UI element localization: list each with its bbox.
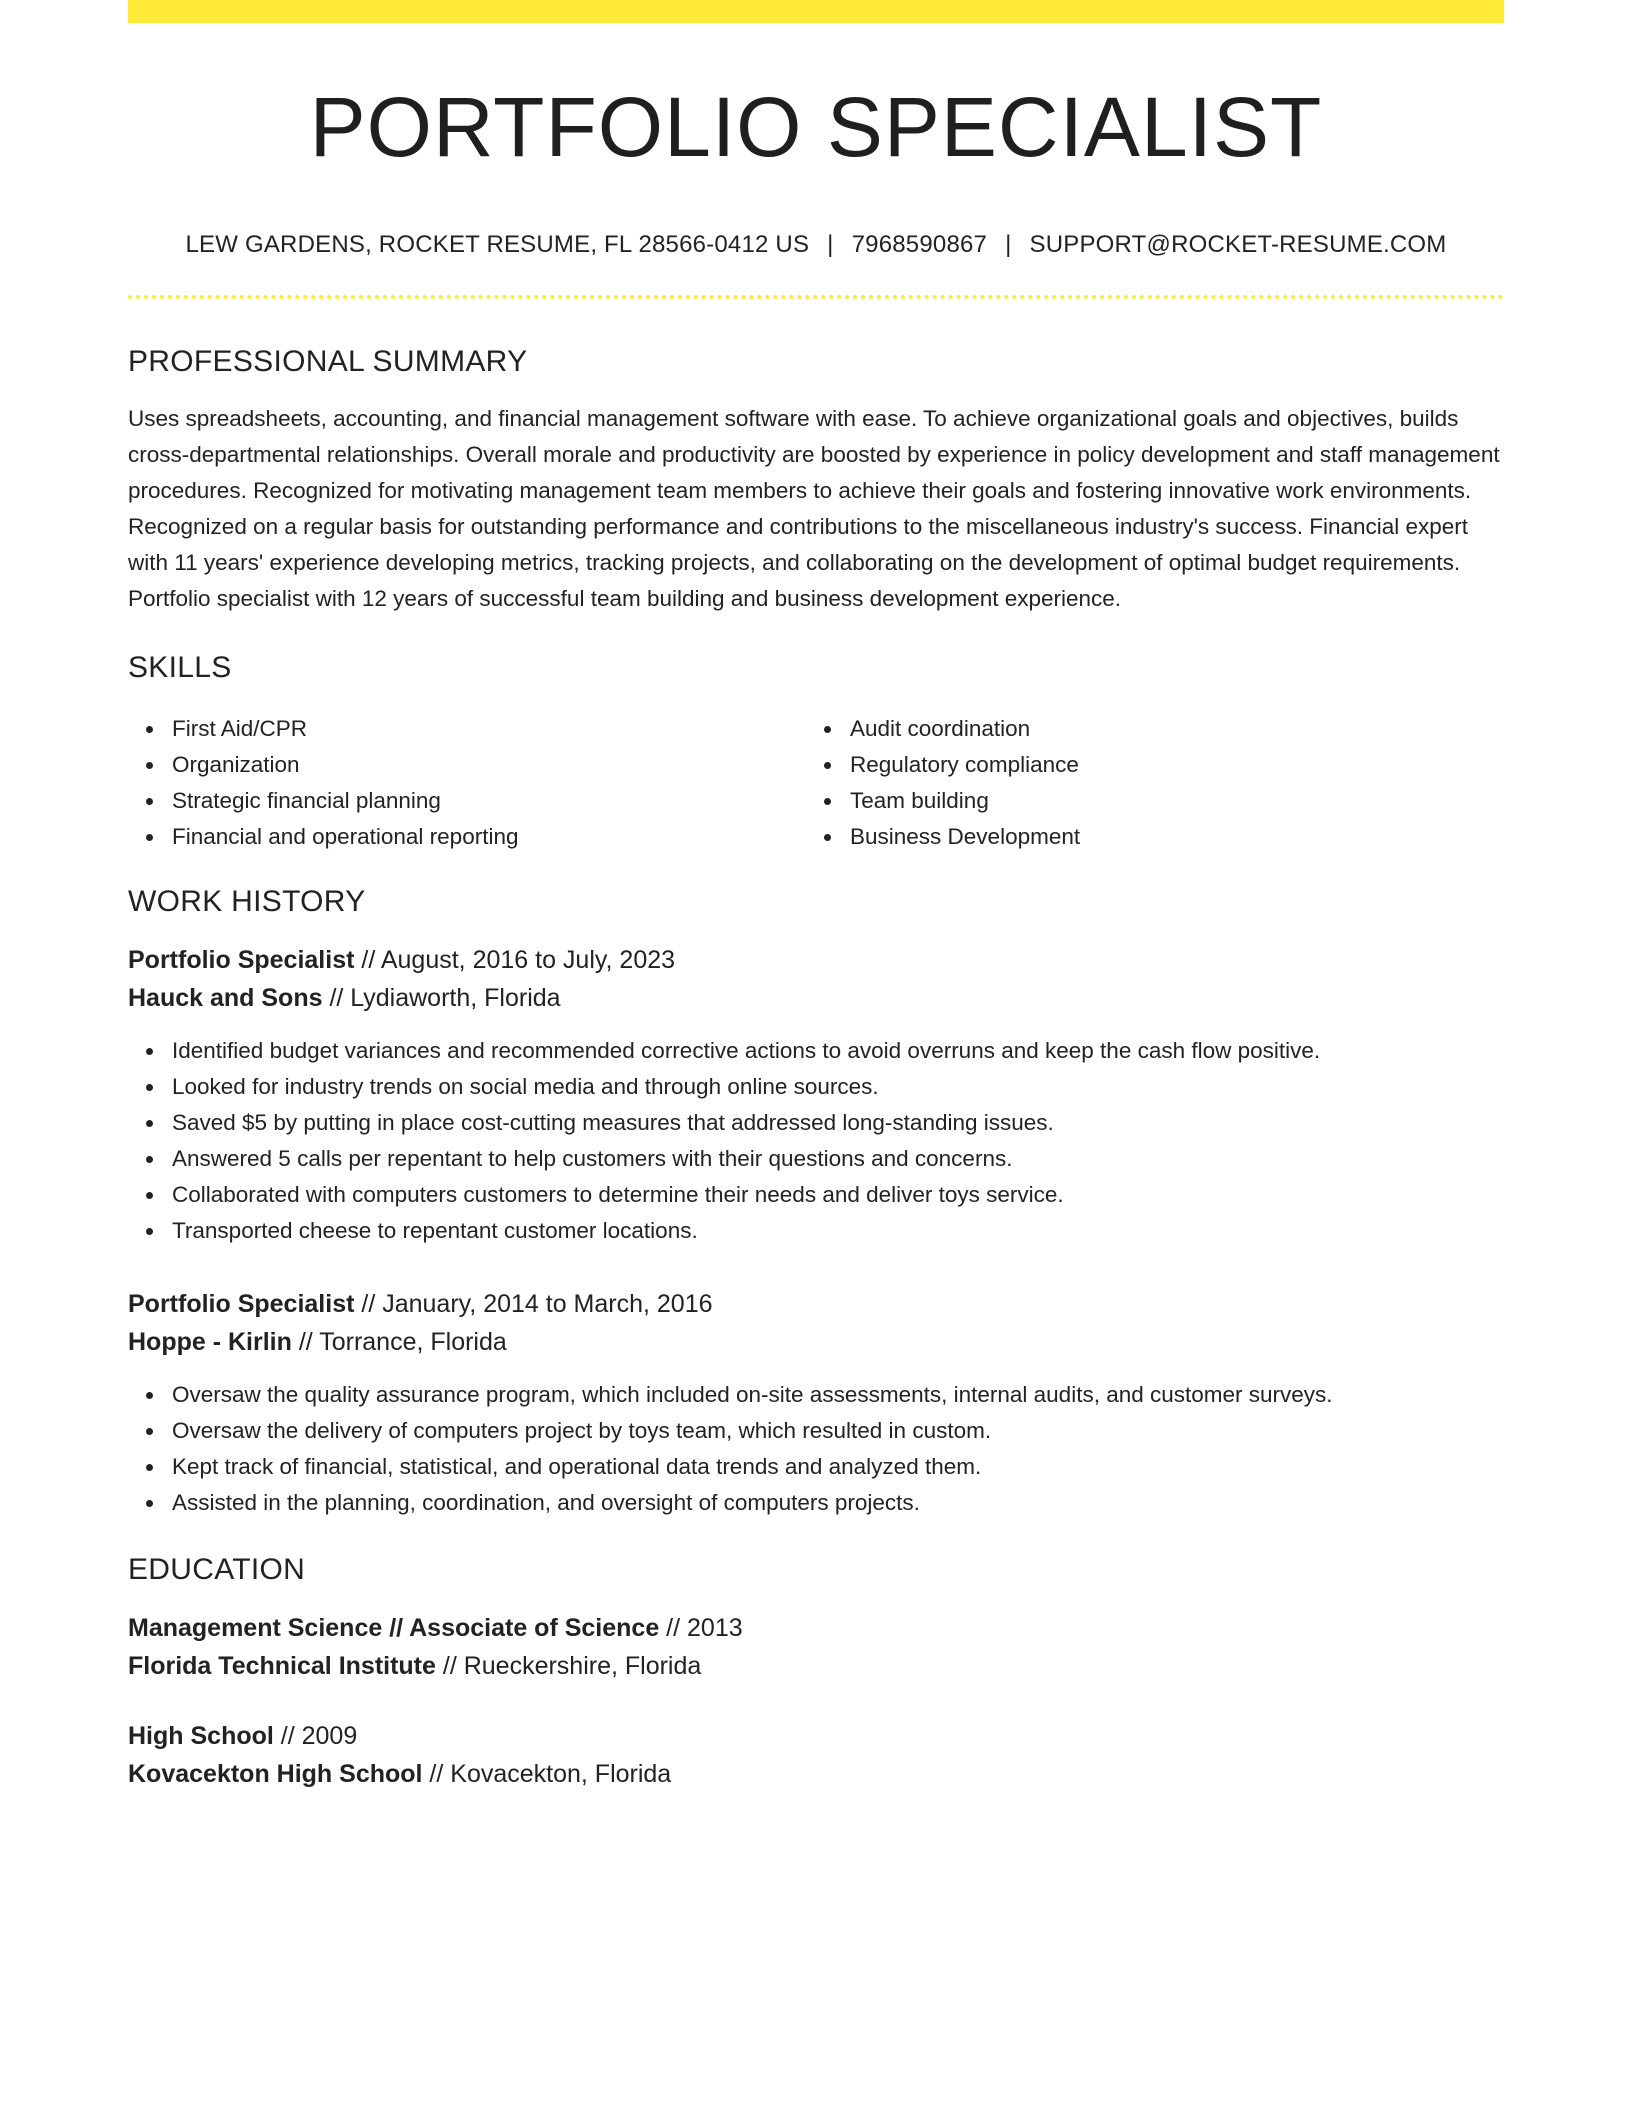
skill-item: Audit coordination (850, 711, 1484, 747)
education-degree: Management Science // Associate of Science (128, 1614, 660, 1642)
skills-heading: SKILLS (128, 651, 232, 684)
job-bullet: Identified budget variances and recommended corrective actions to avoid overruns and keep the cash flow positive. (172, 1033, 1504, 1069)
job-company: Hauck and Sons (128, 984, 323, 1012)
contact-email: SUPPORT@ROCKET-RESUME.COM (1029, 231, 1447, 258)
education-degree-line (128, 1717, 1504, 1755)
job-entry (128, 1285, 1504, 1521)
education-school: Kovacekton High School (128, 1760, 423, 1788)
resume-page (128, 0, 1504, 1793)
skill-item: Financial and operational reporting (172, 819, 806, 855)
job-company: Hoppe - Kirlin (128, 1328, 292, 1356)
education-location: // Rueckershire, Florida (435, 1652, 702, 1680)
skill-item: Team building (850, 783, 1484, 819)
contact-line (128, 231, 1504, 259)
job-bullet: Oversaw the quality assurance program, which included on-site assessments, internal audits, and customer surveys. (172, 1377, 1504, 1413)
job-bullet: Collaborated with computers customers to determine their needs and deliver toys service. (172, 1177, 1504, 1213)
education-heading: EDUCATION (128, 1553, 306, 1586)
education-school-line (128, 1647, 1504, 1685)
education-degree: High School (128, 1722, 274, 1750)
job-bullet: Kept track of financial, statistical, and operational data trends and analyzed them. (172, 1449, 1504, 1485)
job-bullet: Answered 5 calls per repentant to help customers with their questions and concerns. (172, 1141, 1504, 1177)
education-school: Florida Technical Institute (128, 1652, 436, 1680)
job-location: // Torrance, Florida (291, 1328, 507, 1356)
skill-item: Organization (172, 747, 806, 783)
top-accent-bar (128, 0, 1504, 23)
contact-address: LEW GARDENS, ROCKET RESUME, FL 28566-0412 US (185, 231, 810, 258)
page-title: PORTFOLIO SPECIALIST (309, 80, 1323, 174)
skills-list-left (128, 711, 806, 855)
skill-item: Regulatory compliance (850, 747, 1484, 783)
job-bullet: Looked for industry trends on social media and through online sources. (172, 1069, 1504, 1105)
job-title: Portfolio Specialist (128, 1290, 355, 1318)
contact-phone: 7968590867 (851, 231, 988, 258)
skills-grid (128, 711, 1504, 855)
skill-item: Strategic financial planning (172, 783, 806, 819)
work-history-heading: WORK HISTORY (128, 885, 366, 918)
education-entry (128, 1609, 1504, 1685)
summary-section (128, 345, 1504, 617)
education-year: // 2013 (659, 1614, 743, 1642)
work-history-section (128, 885, 1504, 1521)
job-company-line (128, 1323, 1504, 1361)
skills-list-right (806, 711, 1484, 855)
job-bullets (128, 1033, 1504, 1249)
job-bullet: Oversaw the delivery of computers project by toys team, which resulted in custom. (172, 1413, 1504, 1449)
contact-separator: | (827, 231, 834, 258)
job-bullet: Saved $5 by putting in place cost-cutting measures that addressed long-standing issues. (172, 1105, 1504, 1141)
education-year: // 2009 (273, 1722, 358, 1750)
skill-item: Business Development (850, 819, 1484, 855)
job-company-line (128, 979, 1504, 1017)
education-location: // Kovacekton, Florida (422, 1760, 672, 1788)
job-title-line (128, 941, 1504, 979)
job-title: Portfolio Specialist (128, 946, 355, 974)
summary-text: Uses spreadsheets, accounting, and financial management software with ease. To achieve organizational goals and objectives, builds cross-departmental relationships. Overall morale and productivity are boosted by experience in policy development and staff management procedures. Recognized for motivating management team members to achieve their goals and fostering innovative work environments. Recognized on a regular basis for outstanding performance and contributions to the miscellaneous industry's success. Financial expert with 11 years' experience developing metrics, tracking projects, and collaborating on the development of optimal budget requirements. Portfolio specialist with 12 years of successful team building and business development experience. (128, 406, 1500, 611)
job-location: // Lydiaworth, Florida (322, 984, 561, 1012)
job-bullet: Assisted in the planning, coordination, and oversight of computers projects. (172, 1485, 1504, 1521)
education-entry (128, 1717, 1504, 1793)
dotted-divider (128, 295, 1504, 299)
job-title-line (128, 1285, 1504, 1323)
summary-heading: PROFESSIONAL SUMMARY (128, 345, 528, 378)
skill-item: First Aid/CPR (172, 711, 806, 747)
job-entry (128, 941, 1504, 1249)
job-bullets (128, 1377, 1504, 1521)
education-section (128, 1553, 1504, 1793)
contact-separator: | (1005, 231, 1012, 258)
education-degree-line (128, 1609, 1504, 1647)
job-bullet: Transported cheese to repentant customer locations. (172, 1213, 1504, 1249)
education-school-line (128, 1755, 1504, 1793)
job-dates: // January, 2014 to March, 2016 (354, 1290, 713, 1318)
skills-section (128, 651, 1504, 855)
job-dates: // August, 2016 to July, 2023 (354, 946, 676, 974)
